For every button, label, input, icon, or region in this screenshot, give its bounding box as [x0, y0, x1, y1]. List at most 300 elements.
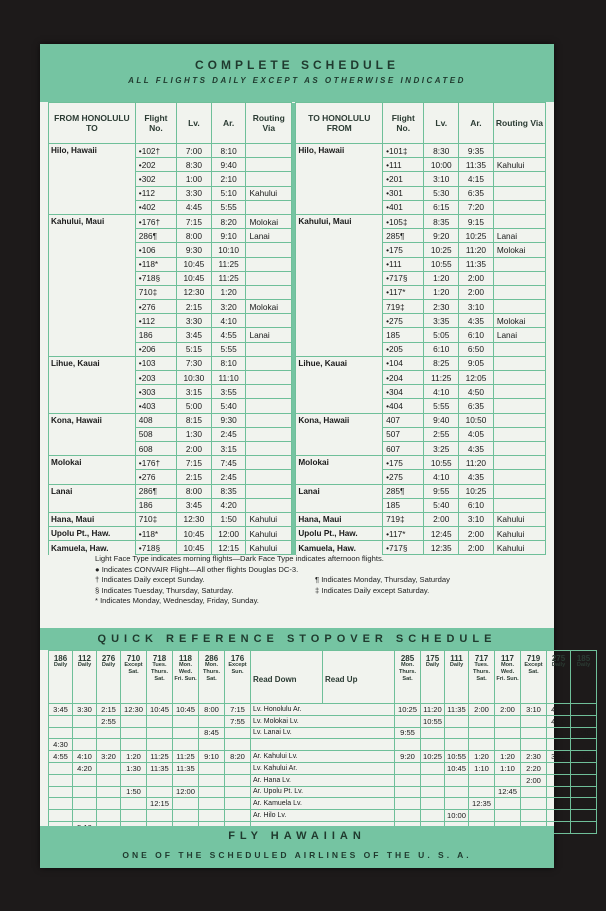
quick-flight-number: 276: [101, 654, 116, 663]
quick-time: [469, 810, 495, 822]
arrive-time: 2:45: [211, 470, 246, 484]
leave-time: 10:55: [424, 257, 459, 271]
quick-row: [49, 751, 597, 763]
quick-row: [49, 739, 597, 751]
to-city: [296, 328, 383, 342]
flight-number: •301: [383, 186, 424, 200]
arrive-time: 4:55: [211, 328, 246, 342]
quick-time: [199, 798, 225, 810]
schedule-row: [49, 229, 546, 243]
routing-via: [493, 385, 545, 399]
routing-via: Molokai: [493, 243, 545, 257]
arrive-time: 5:40: [211, 399, 246, 413]
quick-time: [421, 798, 445, 810]
routing-via: [246, 456, 292, 470]
flight-number: •118*: [135, 527, 176, 541]
quick-flight-header: [199, 651, 225, 704]
leave-time: 12:35: [424, 541, 459, 555]
leave-time: 11:25: [424, 371, 459, 385]
arrive-time: 11:10: [211, 371, 246, 385]
quick-time: [225, 786, 251, 798]
arrive-time: 7:45: [211, 456, 246, 470]
flight-number: •175: [383, 243, 424, 257]
arrive-time: 12:15: [211, 541, 246, 555]
arrive-time: 8:10: [211, 356, 246, 370]
quick-time: [495, 739, 521, 751]
leave-time: 3:15: [177, 385, 212, 399]
flight-number: •103: [135, 356, 176, 370]
quick-time: [173, 774, 199, 786]
routing-via: [493, 285, 545, 299]
quick-time: [547, 798, 571, 810]
quick-time: [49, 798, 73, 810]
quick-time: 4:35: [547, 704, 571, 716]
quick-flight-number: 185: [576, 654, 591, 663]
schedule-row: [49, 356, 546, 370]
quick-time: 3:30: [73, 704, 97, 716]
quick-time: 7:15: [225, 704, 251, 716]
to-city: [296, 285, 383, 299]
quick-time: [97, 786, 121, 798]
arrive-time: 11:20: [459, 456, 494, 470]
quick-flight-days: Daily: [449, 662, 464, 668]
quick-time: [49, 774, 73, 786]
col-routing: Routing Via: [493, 103, 545, 144]
quick-time: [121, 798, 147, 810]
quick-time: [469, 727, 495, 739]
flight-number: 285¶: [383, 229, 424, 243]
quick-flight-number: 112: [78, 654, 91, 663]
quick-time: [173, 810, 199, 822]
arrive-time: 5:55: [211, 200, 246, 214]
arrive-time: 11:35: [459, 257, 494, 271]
routing-via: Molokai: [493, 314, 545, 328]
leave-time: 12:45: [424, 527, 459, 541]
quick-time: [97, 727, 121, 739]
flight-number: •106: [135, 243, 176, 257]
footer-band: [40, 826, 554, 868]
arrive-time: 6:35: [459, 399, 494, 413]
arrive-time: 10:10: [211, 243, 246, 257]
from-city: [49, 243, 136, 257]
arrive-time: 9:05: [459, 356, 494, 370]
flight-number: •117*: [383, 285, 424, 299]
flight-number: •112: [135, 186, 176, 200]
quick-time: [147, 786, 173, 798]
leave-time: 6:15: [424, 200, 459, 214]
flight-number: •176†: [135, 456, 176, 470]
quick-time: [173, 739, 199, 751]
col-flight-no: Flight No.: [135, 103, 176, 144]
quick-flight-number: 286: [204, 654, 219, 663]
quick-time: [395, 786, 421, 798]
quick-time: [521, 798, 547, 810]
routing-via: [493, 342, 545, 356]
routing-via: [246, 172, 292, 186]
quick-time: 2:00: [469, 704, 495, 716]
quick-time: 2:20: [521, 762, 547, 774]
quick-stop-label: Lv. Honolulu Ar.: [251, 704, 395, 716]
quick-flight-header: [97, 651, 121, 704]
routing-via: [246, 441, 292, 455]
note-mon-thu-sat: ¶ Indicates Monday, Thursday, Saturday: [315, 575, 450, 584]
flight-number: 608: [135, 441, 176, 455]
quick-stop-label: Ar. Hilo Lv.: [251, 810, 395, 822]
routing-via: [246, 498, 292, 512]
arrive-time: 3:55: [211, 385, 246, 399]
quick-flight-header: [421, 651, 445, 704]
quick-time: 2:15: [97, 704, 121, 716]
leave-time: 3:45: [177, 498, 212, 512]
quick-reference-band: [40, 628, 554, 650]
quick-time: [147, 810, 173, 822]
quick-time: [225, 798, 251, 810]
leave-time: 9:40: [424, 413, 459, 427]
col-arrive: Ar.: [459, 103, 494, 144]
quick-time: 1:30: [121, 762, 147, 774]
schedule-row: [49, 186, 546, 200]
schedule-row: [49, 200, 546, 214]
quick-flight-number: 275: [551, 654, 566, 663]
note-tue-thu-sat: § Indicates Tuesday, Thursday, Saturday.: [95, 585, 234, 595]
leave-time: 5:55: [424, 399, 459, 413]
quick-row: [49, 786, 597, 798]
leave-time: 3:30: [177, 186, 212, 200]
arrive-time: 4:50: [459, 385, 494, 399]
quick-time: [73, 798, 97, 810]
quick-flight-days: Mon. Wed. Fri. Sun.: [496, 662, 519, 682]
leave-time: 7:30: [177, 356, 212, 370]
flight-number: •175: [383, 456, 424, 470]
schedule-row: [49, 541, 546, 555]
leave-time: 5:15: [177, 342, 212, 356]
quick-time: [147, 774, 173, 786]
quick-flight-header: [469, 651, 495, 704]
note-daily-except-saturday: ‡ Indicates Daily except Saturday.: [315, 585, 430, 595]
routing-via: [493, 300, 545, 314]
flight-number: •206: [135, 342, 176, 356]
quick-time: 12:15: [147, 798, 173, 810]
arrive-time: 8:10: [211, 144, 246, 158]
header-band: [40, 44, 554, 102]
leave-time: 2:15: [177, 470, 212, 484]
to-city: Kona, Hawaii: [296, 413, 383, 427]
from-city: [49, 271, 136, 285]
col-from-honolulu: FROM HONOLULU TO: [49, 103, 136, 144]
to-city: [296, 200, 383, 214]
quick-time: [521, 810, 547, 822]
leave-time: 9:30: [177, 243, 212, 257]
flight-number: •111: [383, 257, 424, 271]
quick-row: [49, 715, 597, 727]
arrive-time: 7:20: [459, 200, 494, 214]
col-to-honolulu: TO HONOLULU FROM: [296, 103, 383, 144]
schedule-row: [49, 527, 546, 541]
quick-time: 8:20: [225, 751, 251, 763]
quick-header-row: [49, 651, 597, 704]
quick-time: 3:35: [547, 751, 571, 763]
from-city: [49, 342, 136, 356]
flight-number: 719‡: [383, 512, 424, 526]
from-city: [49, 257, 136, 271]
note-face-type: Light Face Type indicates morning flights—Dark Face Type indicates afternoon flights.: [95, 554, 384, 563]
routing-via: Kahului: [246, 527, 292, 541]
quick-flight-number: 717: [474, 654, 489, 663]
quick-flight-number: 175: [425, 654, 440, 663]
quick-time: [521, 715, 547, 727]
to-city: [296, 300, 383, 314]
quick-time: [73, 727, 97, 739]
quick-time: 9:10: [199, 751, 225, 763]
quick-flight-header: [323, 651, 395, 704]
quick-time: 1:10: [495, 762, 521, 774]
routing-via: [493, 456, 545, 470]
quick-flight-number: 176: [230, 654, 245, 663]
table-header-row: [49, 103, 546, 144]
arrive-time: 1:50: [211, 512, 246, 526]
to-city: [296, 257, 383, 271]
leave-time: 9:20: [424, 229, 459, 243]
quick-time: [421, 786, 445, 798]
arrive-time: 5:55: [211, 342, 246, 356]
arrive-time: 9:35: [459, 144, 494, 158]
routing-via: Lanai: [493, 229, 545, 243]
to-city: [296, 371, 383, 385]
quick-flight-number: 719: [526, 654, 541, 663]
routing-via: Molokai: [246, 300, 292, 314]
arrive-time: 4:35: [459, 441, 494, 455]
quick-time: [121, 739, 147, 751]
flight-number: •112: [135, 314, 176, 328]
note-mon-wed-fri-sun: * Indicates Monday, Wednesday, Friday, Sunday.: [95, 596, 259, 605]
quick-time: [571, 786, 597, 798]
flight-number: •275: [383, 470, 424, 484]
leave-time: 8:00: [177, 229, 212, 243]
routing-via: [493, 356, 545, 370]
routing-via: [246, 399, 292, 413]
leave-time: 6:10: [424, 342, 459, 356]
routing-via: [246, 257, 292, 271]
quick-time: [547, 810, 571, 822]
from-city: Kona, Hawaii: [49, 413, 136, 427]
flight-number: •718§: [135, 541, 176, 555]
from-city: [49, 172, 136, 186]
arrive-time: 2:00: [459, 271, 494, 285]
flight-number: •402: [135, 200, 176, 214]
quick-time: [49, 715, 73, 727]
leave-time: 2:15: [177, 300, 212, 314]
arrive-time: 6:35: [459, 186, 494, 200]
quick-flight-days: Daily: [551, 662, 566, 668]
flight-number: 407: [383, 413, 424, 427]
quick-time: 3:20: [97, 751, 121, 763]
leave-time: 1:20: [424, 285, 459, 299]
from-city: [49, 385, 136, 399]
quick-time: [547, 774, 571, 786]
arrive-time: 11:20: [459, 243, 494, 257]
quick-flight-number: 186: [53, 654, 68, 663]
quick-time: 10:55: [421, 715, 445, 727]
from-city: Kahului, Maui: [49, 214, 136, 228]
flight-number: 408: [135, 413, 176, 427]
quick-time: [547, 739, 571, 751]
quick-time: [73, 715, 97, 727]
quick-time: [547, 786, 571, 798]
routing-via: [246, 371, 292, 385]
leave-time: 8:35: [424, 214, 459, 228]
leave-time: 10:45: [177, 527, 212, 541]
arrive-time: 11:35: [459, 158, 494, 172]
from-city: [49, 314, 136, 328]
to-city: Kahului, Maui: [296, 214, 383, 228]
quick-time: [49, 762, 73, 774]
schedule-row: [49, 243, 546, 257]
routing-via: Kahului: [493, 512, 545, 526]
schedule-row: [49, 399, 546, 413]
routing-via: [246, 356, 292, 370]
note-convair: ● Indicates CONVAIR Flight—All other flights Douglas DC-3.: [95, 564, 299, 574]
schedule-row: [49, 300, 546, 314]
arrive-time: 3:20: [211, 300, 246, 314]
quick-time: [571, 715, 597, 727]
quick-stop-label: Ar. Upolu Pt. Lv.: [251, 786, 395, 798]
arrive-time: 4:05: [459, 427, 494, 441]
routing-via: [493, 257, 545, 271]
quick-flight-header: [173, 651, 199, 704]
quick-time: 12:00: [173, 786, 199, 798]
quick-time: 6:10: [571, 704, 597, 716]
quick-time: [73, 810, 97, 822]
quick-flight-days: Daily: [101, 662, 116, 668]
from-city: [49, 158, 136, 172]
schedule-row: [49, 342, 546, 356]
flight-number: •276: [135, 300, 176, 314]
flight-number: 285¶: [383, 484, 424, 498]
from-city: [49, 300, 136, 314]
quick-time: 10:25: [395, 704, 421, 716]
routing-via: [493, 172, 545, 186]
quick-time: 1:20: [495, 751, 521, 763]
routing-via: Kahului: [246, 512, 292, 526]
quick-flight-header: [225, 651, 251, 704]
quick-time: 11:35: [173, 762, 199, 774]
schedule-row: [49, 214, 546, 228]
quick-time: 3:10: [521, 704, 547, 716]
quick-time: [495, 715, 521, 727]
quick-stop-label: Lv. Molokai Lv.: [251, 715, 395, 727]
flight-number: •101‡: [383, 144, 424, 158]
quick-time: [571, 762, 597, 774]
quick-flight-days: Tues. Thurs. Sat.: [472, 662, 491, 682]
quick-time: 10:25: [421, 751, 445, 763]
flight-number: •176†: [135, 214, 176, 228]
quick-stop-label: Ar. Kamuela Lv.: [251, 798, 395, 810]
arrive-time: 4:35: [459, 470, 494, 484]
to-city: [296, 399, 383, 413]
quick-flight-days: Daily: [53, 662, 68, 668]
flight-number: •717§: [383, 541, 424, 555]
routing-via: [246, 271, 292, 285]
quick-flight-number: 118: [179, 654, 192, 663]
quick-time: [73, 786, 97, 798]
quick-time: 8:00: [199, 704, 225, 716]
quick-time: [445, 786, 469, 798]
to-city: Upolu Pt., Haw.: [296, 527, 383, 541]
routing-via: Lanai: [246, 229, 292, 243]
quick-flight-days: Daily: [576, 662, 591, 668]
routing-via: [246, 470, 292, 484]
to-city: Lanai: [296, 484, 383, 498]
from-city: Hana, Maui: [49, 512, 136, 526]
arrive-time: 10:50: [459, 413, 494, 427]
routing-via: [493, 484, 545, 498]
quick-time: [571, 774, 597, 786]
quick-time: 2:55: [97, 715, 121, 727]
leave-time: 10:55: [424, 456, 459, 470]
leave-time: 10:45: [177, 541, 212, 555]
schedule-row: [49, 158, 546, 172]
quick-time: [121, 774, 147, 786]
quick-time: [395, 774, 421, 786]
quick-flight-header: [547, 651, 571, 704]
arrive-time: 11:25: [211, 271, 246, 285]
flight-number: •118*: [135, 257, 176, 271]
from-city: Kamuela, Haw.: [49, 541, 136, 555]
quick-time: [445, 739, 469, 751]
routing-via: [246, 144, 292, 158]
quick-time: [495, 727, 521, 739]
quick-time: [521, 727, 547, 739]
quick-stop-label: Lv. Lanai Lv.: [251, 727, 395, 739]
quick-time: 10:00: [445, 810, 469, 822]
routing-via: [493, 470, 545, 484]
routing-via: [493, 200, 545, 214]
schedule-row: [49, 172, 546, 186]
schedule-row: [49, 470, 546, 484]
arrive-time: 10:25: [459, 484, 494, 498]
quick-time: 4:30: [49, 739, 73, 751]
arrive-time: 2:00: [459, 285, 494, 299]
quick-time: [445, 727, 469, 739]
routing-via: Kahului: [493, 527, 545, 541]
quick-time: 2:30: [521, 751, 547, 763]
quick-flight-header: [49, 651, 73, 704]
col-leave: Lv.: [424, 103, 459, 144]
quick-time: 2:00: [521, 774, 547, 786]
quick-time: 10:45: [147, 704, 173, 716]
quick-time: [173, 715, 199, 727]
quick-time: [97, 798, 121, 810]
routing-via: Lanai: [246, 328, 292, 342]
flight-number: •276: [135, 470, 176, 484]
arrive-time: 6:10: [459, 328, 494, 342]
quick-flight-header: [395, 651, 421, 704]
flight-number: •205: [383, 342, 424, 356]
quick-time: 11:25: [147, 751, 173, 763]
col-arrive: Ar.: [211, 103, 246, 144]
routing-via: Kahului: [246, 186, 292, 200]
quick-row: [49, 704, 597, 716]
schedule-row: [49, 257, 546, 271]
leave-time: 9:55: [424, 484, 459, 498]
quick-time: [49, 786, 73, 798]
arrive-time: 4:20: [211, 498, 246, 512]
from-city: [49, 371, 136, 385]
leave-time: 3:45: [177, 328, 212, 342]
quick-time: [49, 727, 73, 739]
quick-time: [395, 739, 421, 751]
quick-time: [421, 739, 445, 751]
